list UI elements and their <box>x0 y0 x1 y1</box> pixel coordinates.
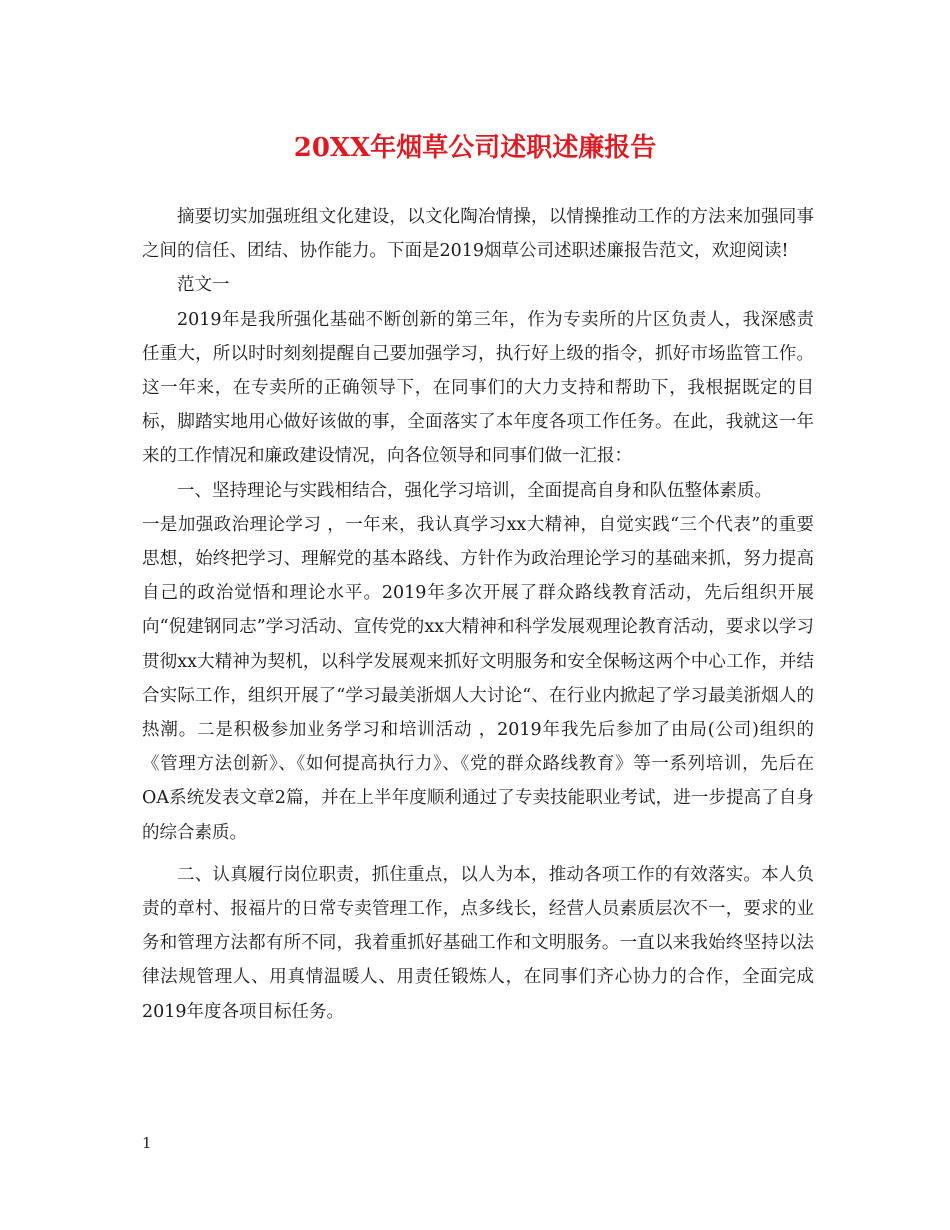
abstract-paragraph: 摘要切实加强班组文化建设，以文化陶冶情操，以情操推动工作的方法来加强同事之间的信任、团结、协作能力。下面是2019烟草公司述职述廉报告范文，欢迎阅读! <box>142 207 814 262</box>
section-heading-paragraph: 二、认真履行岗位职责，抓住重点，以人为本，推动各项工作的有效落实。本人负责的章村、报福片的日常专卖管理工作，点多线长，经营人员素质层次不一，要求的业务和管理方法都有所不同，我着重抓好基础工作和文明服务。一直以来我始终坚持以法律法规管理人、用真情温暖人、用责任锻炼人，在同事们齐心协力的合作，全面完成2019年度各项目标任务。 <box>142 864 814 1022</box>
page-number: 1 <box>142 1134 152 1152</box>
document-body <box>142 200 814 1029</box>
section-label: 范文一 <box>177 275 230 296</box>
body-paragraph: 2019年是我所强化基础不断创新的第三年，作为专卖所的片区负责人，我深感责任重大，所以时时刻刻提醒自己要加强学习，执行好上级的指令，抓好市场监管工作。这一年来，在专卖所的正确领导下，在同事们的大力支持和帮助下，我根据既定的目标，脚踏实地用心做好该做的事，全面落实了本年度各项工作任务。在此，我就这一年来的工作情况和廉政建设情况，向各位领导和同事们做一汇报： <box>142 309 814 467</box>
section-heading: 一、坚持理论与实践相结合，强化学习培训，全面提高自身和队伍整体素质。 <box>177 480 772 501</box>
document-title: 20XX年烟草公司述职述廉报告 <box>293 133 657 163</box>
body-paragraph: 一是加强政治理论学习 ，一年来，我认真学习xx大精神，自觉实践“三个代表”的重要思想，始终把学习、理解党的基本路线、方针作为政治理论学习的基础来抓，努力提高自己的政治觉悟和理论水平。2019年多次开展了群众路线教育活动，先后组织开展向“倪建钢同志”学习活动、宣传党的xx大精神和科学发展观理论教育活动，要求以学习贯彻xx大精神为契机，以科学发展观来抓好文明服务和安全保畅这两个中心工作，并结合实际工作，组织开展了“学习最美浙烟人大讨论“、在行业内掀起了学习最美浙烟人的热潮。二是积极参加业务学习和培训活动 ，2019年我先后参加了由局(公司)组织的《管理方法创新》、《如何提高执行力》、《党的群众路线教育》等一系列培训，先后在OA系统发表文章2篇，并在上半年度顺利通过了专卖技能职业考试，进一步提高了自身的综合素质。 <box>142 514 814 843</box>
